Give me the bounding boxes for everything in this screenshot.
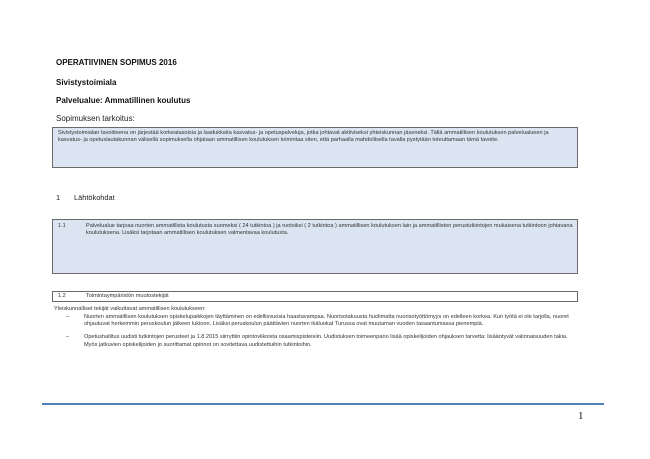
purpose-text: Sivistystoimialan tavoitteena on järjestää korkeatasoisia ja laadukkaita kasvatus- ja opetuspalveluja, jotka johtavat aktiiviseksi yhteiskunnan jäseneksi. Tällä ammatillisen koulutuksen palvelualueen ja kasvatus- ja opetuslautakunnan välisellä sopimuksella ohjataan ammatillisen koulutuksen toimintaa siten, että parhaalla mahdollisella tavalla pystytään toteuttamaan tämä tavoite. xyxy=(58,130,549,144)
section-1-1-box xyxy=(52,219,578,274)
bullet-glyph: – xyxy=(66,334,70,341)
section-1-1-text: Palvelualue tarjoaa nuorten ammatillista koulutusta suomeksi ( 24 tutkintoa ) ja ruotsiksi ( 2 tutkintoa ) ammatillisen koulutuksen lain ja ammatillisten perustutkintojen mukaisena tutkintoon johtavana koulutuksena. Lisäksi tarjotaan ammatillisen koulutuksen valmentavaa koulutusta. xyxy=(86,223,573,237)
purpose-box xyxy=(52,127,578,168)
department-heading: Sivistystoimiala xyxy=(56,78,117,87)
list-item xyxy=(66,314,576,328)
bullet-glyph: – xyxy=(66,314,70,320)
page-number: 1 xyxy=(578,410,584,422)
section-1-title: Lähtökohdat xyxy=(74,193,115,202)
section-1-2-title: Toimintaympäristön muutostekijät xyxy=(86,293,169,299)
list-item-text: Opetushallitus uudisti tutkintojen perusteet ja 1.8.2015 siirryttiin opintoviikoista osaamispisteisiin. Uudistuksen toimeenpano lisää opiskelijoiden ohjauksen tarvetta: lisääntyvät valinnaisuuden takia. Myös jatkuvien opiskelijoiden jo suorittamat opinnot on sovitettava uudistettuihin tutkintoihin. xyxy=(84,334,568,348)
section-1-2-number: 1.2 xyxy=(58,293,66,299)
section-1-1-number: 1.1 xyxy=(58,223,66,229)
change-factors-list xyxy=(66,314,576,349)
list-item xyxy=(66,334,576,348)
section-1-number: 1 xyxy=(56,193,61,202)
section-1-2-lead: Yleiskunnalliset tekijät vaikuttavat ammatillisen koulutukseen: xyxy=(54,306,206,312)
service-area-heading: Palvelualue: Ammatillinen koulutus xyxy=(56,96,191,105)
list-item-text: Nuorten ammatillisen koulutuksen opiskelupaikkojen täyttäminen on edellisvuosia haastavampaa. Nuorisotakuusta huolimatta nuorisotyöttömyys on edelleen korkea. Kun työtä ei ole tarjolla, nuoret ohjautuvat herkemmin peruskoulun jälkeen lukioon. Lisäksi peruskoulun päättävien nuorten ikäluokat Turussa ovat muutaman vuoden tasaantumassa pienempiä. xyxy=(84,314,569,328)
footer-rule xyxy=(42,403,604,405)
section-1-2-header xyxy=(52,291,578,302)
purpose-heading: Sopimuksen tarkoitus: xyxy=(56,114,135,123)
document-title: OPERATIIVINEN SOPIMUS 2016 xyxy=(56,58,177,67)
